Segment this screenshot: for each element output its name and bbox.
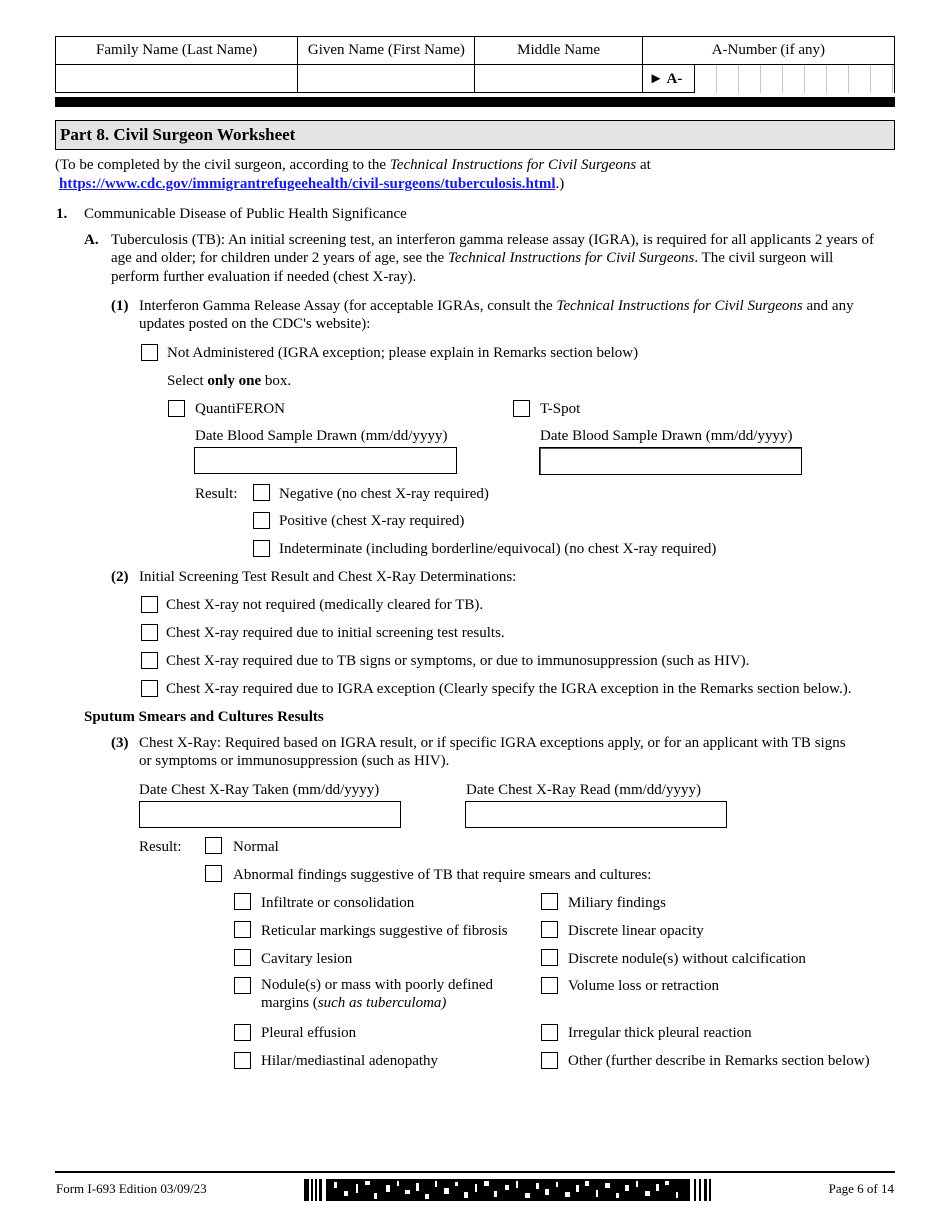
middle-name-header: Middle Name (475, 37, 642, 65)
sputum-heading: Sputum Smears and Cultures Results (84, 709, 324, 725)
a-number-digit-cells (695, 65, 894, 93)
discrete-nodule-checkbox[interactable] (541, 949, 558, 966)
xray-abnormal-checkbox[interactable] (205, 865, 222, 882)
xray-result-label: Result: (139, 839, 182, 855)
nodule-mass-checkbox[interactable] (234, 977, 251, 994)
not-administered-checkbox[interactable] (141, 344, 158, 361)
xray-not-required-label: Chest X-ray not required (medically cleared for TB). (166, 597, 484, 613)
igra-result-label: Result: (195, 486, 238, 502)
igra-negative-label: Negative (no chest X-ray required) (279, 486, 489, 502)
xray-required-igra-exception-label: Chest X-ray required due to IGRA exception (Clearly specify the IGRA exception in the Remarks section below.). (166, 681, 852, 697)
igra-indeterminate-checkbox[interactable] (253, 540, 270, 557)
quantiferon-date-input[interactable] (194, 447, 457, 474)
a-number-prefix: ► A- (643, 65, 695, 93)
cdc-tuberculosis-link[interactable]: https://www.cdc.gov/immigrantrefugeehealth/civil-surgeons/tuberculosis.html (59, 176, 556, 192)
a-number-input[interactable] (642, 65, 894, 93)
nodule-mass-label: Nodule(s) or mass with poorly defined (261, 977, 494, 993)
reticular-markings-label: Reticular markings suggestive of fibrosis (261, 923, 508, 939)
nodule-mass-label-line-2: margins (such as tuberculoma) (261, 995, 447, 1011)
part-title: Part 8. Civil Surgeon Worksheet (60, 125, 296, 144)
reticular-markings-checkbox[interactable] (234, 921, 251, 938)
sub-1-line-2: updates posted on the CDC's website): (139, 316, 371, 332)
hilar-adenopathy-label: Hilar/mediastinal adenopathy (261, 1053, 439, 1069)
middle-name-input[interactable] (475, 65, 642, 93)
infiltrate-label: Infiltrate or consolidation (261, 895, 415, 911)
volume-loss-label: Volume loss or retraction (568, 978, 719, 994)
xray-required-screening-label: Chest X-ray required due to initial screening test results. (166, 625, 505, 641)
family-name-input[interactable] (56, 65, 298, 93)
xray-taken-date-label: Date Chest X-Ray Taken (mm/dd/yyyy) (139, 782, 380, 798)
xray-read-date-label: Date Chest X-Ray Read (mm/dd/yyyy) (466, 782, 701, 798)
given-name-header: Given Name (First Name) (298, 37, 475, 65)
select-only-one-note: Select only one box. (167, 373, 292, 389)
volume-loss-checkbox[interactable] (541, 977, 558, 994)
hilar-adenopathy-checkbox[interactable] (234, 1052, 251, 1069)
given-name-input[interactable] (298, 65, 475, 93)
other-finding-checkbox[interactable] (541, 1052, 558, 1069)
pleural-effusion-label: Pleural effusion (261, 1025, 357, 1041)
discrete-linear-opacity-checkbox[interactable] (541, 921, 558, 938)
pleural-effusion-checkbox[interactable] (234, 1024, 251, 1041)
xray-required-screening-checkbox[interactable] (141, 624, 158, 641)
header-divider-bar (55, 97, 895, 107)
sub-3-number: (3) (111, 735, 129, 751)
intro-line-2: https://www.cdc.gov/immigrantrefugeehealth/civil-surgeons/tuberculosis.html.) (59, 176, 565, 192)
sub-3-line-2: or symptoms or immunosuppression (such as HIV). (139, 753, 450, 769)
footer-page-number: Page 6 of 14 (828, 1181, 894, 1196)
discrete-nodule-label: Discrete nodule(s) without calcification (568, 951, 806, 967)
xray-abnormal-label: Abnormal findings suggestive of TB that require smears and cultures: (233, 867, 652, 883)
footer-rule (55, 1171, 895, 1173)
family-name-header: Family Name (Last Name) (56, 37, 298, 65)
item-a-line-3: perform further evaluation if needed (chest X-ray). (111, 269, 417, 285)
item-1-number: 1. (56, 206, 68, 222)
miliary-findings-checkbox[interactable] (541, 893, 558, 910)
barcode-graphic (304, 1179, 712, 1201)
footer-barcode (304, 1179, 712, 1201)
quantiferon-label: QuantiFERON (195, 401, 285, 417)
tspot-checkbox[interactable] (513, 400, 530, 417)
tspot-date-input[interactable] (539, 447, 802, 475)
item-1-title: Communicable Disease of Public Health Significance (84, 206, 407, 222)
not-administered-label: Not Administered (IGRA exception; please explain in Remarks section below) (167, 345, 639, 361)
item-a-letter: A. (84, 232, 99, 248)
sub-2-title: Initial Screening Test Result and Chest X-Ray Determinations: (139, 569, 517, 585)
item-a-line-1: Tuberculosis (TB): An initial screening test, an interferon gamma release assay (IGRA), is required for all applicants 2 years of (111, 232, 874, 248)
xray-normal-checkbox[interactable] (205, 837, 222, 854)
igra-positive-label: Positive (chest X-ray required) (279, 513, 465, 529)
miliary-findings-label: Miliary findings (568, 895, 666, 911)
applicant-name-table (55, 36, 895, 93)
xray-taken-date-input[interactable] (139, 801, 401, 828)
igra-negative-checkbox[interactable] (253, 484, 270, 501)
tspot-label: T-Spot (540, 401, 581, 417)
xray-read-date-input[interactable] (465, 801, 727, 828)
quantiferon-checkbox[interactable] (168, 400, 185, 417)
irregular-pleural-reaction-checkbox[interactable] (541, 1024, 558, 1041)
sub-1-number: (1) (111, 298, 129, 314)
irregular-pleural-reaction-label: Irregular thick pleural reaction (568, 1025, 752, 1041)
cavitary-lesion-label: Cavitary lesion (261, 951, 353, 967)
sub-2-number: (2) (111, 569, 129, 585)
tspot-date-label: Date Blood Sample Drawn (mm/dd/yyyy) (540, 428, 793, 444)
xray-normal-label: Normal (233, 839, 279, 855)
intro-line-1: (To be completed by the civil surgeon, according to the Technical Instructions for Civil Surgeons at (55, 157, 651, 173)
cavitary-lesion-checkbox[interactable] (234, 949, 251, 966)
item-a-line-2: age and older; for children under 2 years of age, see the Technical Instructions for Civil Surgeons. The civil surgeon will (111, 250, 834, 266)
xray-not-required-checkbox[interactable] (141, 596, 158, 613)
a-number-header: A-Number (if any) (642, 37, 894, 65)
infiltrate-checkbox[interactable] (234, 893, 251, 910)
xray-required-symptoms-checkbox[interactable] (141, 652, 158, 669)
igra-indeterminate-label: Indeterminate (including borderline/equivocal) (no chest X-ray required) (279, 541, 717, 557)
part-heading-box (55, 120, 895, 150)
sub-1-line-1: Interferon Gamma Release Assay (for acceptable IGRAs, consult the Technical Instructions for Civil Surgeons and any (139, 298, 854, 314)
igra-positive-checkbox[interactable] (253, 512, 270, 529)
xray-required-igra-exception-checkbox[interactable] (141, 680, 158, 697)
other-finding-label: Other (further describe in Remarks section below) (568, 1053, 870, 1069)
xray-required-symptoms-label: Chest X-ray required due to TB signs or symptoms, or due to immunosuppression (such as HIV). (166, 653, 750, 669)
quantiferon-date-label: Date Blood Sample Drawn (mm/dd/yyyy) (195, 428, 448, 444)
sub-3-line-1: Chest X-Ray: Required based on IGRA result, or if specific IGRA exceptions apply, or for an applicant with TB signs (139, 735, 846, 751)
footer-form-edition: Form I-693 Edition 03/09/23 (56, 1181, 207, 1196)
discrete-linear-opacity-label: Discrete linear opacity (568, 923, 704, 939)
